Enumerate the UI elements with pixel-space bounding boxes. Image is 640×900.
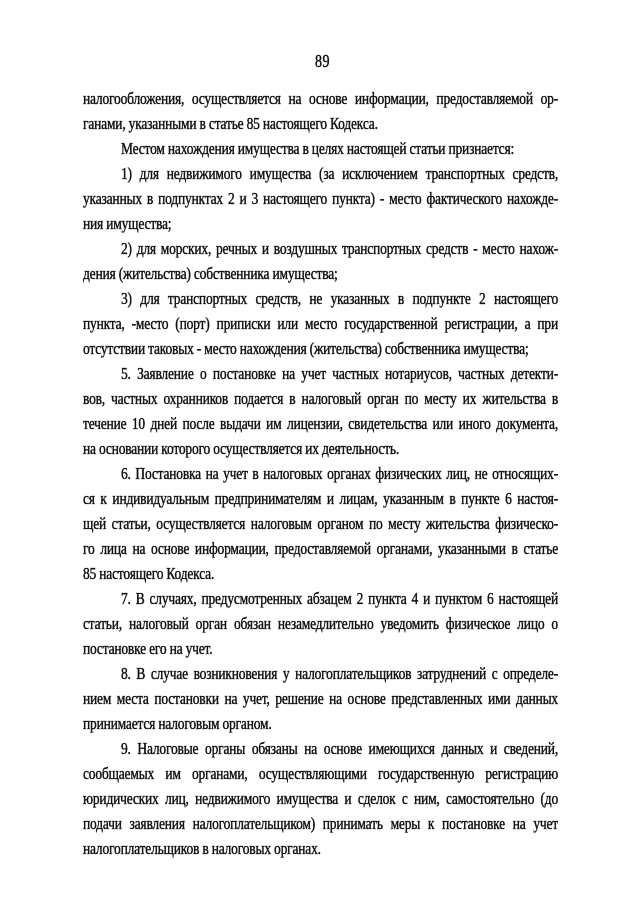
text-line: 3) для транспортных средств, не указанных в подпункте 2 настоящего [121, 289, 558, 308]
text-line: вов, частных охранников подается в налоговый орган по месту их жительства в [83, 389, 558, 408]
text-line: на основании которого осуществляется их деятельность. [83, 439, 400, 458]
text-line: ния имущества; [83, 214, 172, 233]
text-line: 5. Заявление о постановке на учет частных нотариусов, частных детекти- [121, 364, 558, 383]
text-line: 9. Налоговые органы обязаны на основе имеющихся данных и сведений, [121, 739, 558, 758]
text-line: дения (жительства) собственника имущества; [83, 264, 338, 283]
text-line: ся к индивидуальным предпринимателям и лицам, указанным в пункте 6 настоя- [83, 489, 558, 508]
text-line: 7. В случаях, предусмотренных абзацем 2 пункта 4 и пунктом 6 настоящей [121, 589, 558, 608]
text-line: отсутствии таковых - место нахождения (жительства) собственника имущества; [83, 339, 529, 358]
text-line: го лица на основе информации, предоставляемой органами, указанными в статье [83, 539, 558, 558]
text-line: статьи, налоговый орган обязан незамедлительно уведомить физическое лицо о [83, 614, 558, 633]
text-line: налогообложения, осуществляется на основе информации, предоставляемой ор- [83, 89, 558, 108]
text-line: 6. Постановка на учет в налоговых органах физических лиц, не относящих- [121, 464, 558, 483]
text-line: сообщаемых им органами, осуществляющими государственную регистрацию [83, 764, 558, 783]
text-line: 1) для недвижимого имущества (за исключением транспортных средств, [121, 164, 558, 183]
document-text-block [83, 86, 558, 861]
page-number: 89 [315, 52, 330, 72]
text-line: Местом нахождения имущества в целях настоящей статьи признается: [121, 139, 515, 158]
text-line: течение 10 дней после выдачи им лицензии, свидетельства или иного документа, [83, 414, 558, 433]
text-line: подачи заявления налогоплательщиком) принимать меры к постановке на учет [83, 814, 558, 833]
text-line: 85 настоящего Кодекса. [83, 564, 215, 583]
text-line: принимается налоговым органом. [83, 714, 272, 733]
text-line: налогоплательщиков в налоговых органах. [83, 839, 321, 858]
text-line: ганами, указанными в статье 85 настоящего Кодекса. [83, 114, 378, 133]
text-line: пункта, -место (порт) приписки или место государственной регистрации, а при [83, 314, 558, 333]
text-line: щей статьи, осуществляется налоговым органом по месту жительства физическо- [83, 514, 558, 533]
text-line: постановке его на учет. [83, 639, 213, 658]
text-line: 8. В случае возникновения у налогоплательщиков затруднений с определе- [121, 664, 558, 683]
text-line: юридических лиц, недвижимого имущества и сделок с ним, самостоятельно (до [83, 789, 558, 808]
text-line: 2) для морских, речных и воздушных транспортных средств - место нахож- [121, 239, 558, 258]
text-line: нием места постановки на учет, решение на основе представленных ими данных [83, 689, 558, 708]
text-line: указанных в подпунктах 2 и 3 настоящего пункта) - место фактического нахожде- [83, 189, 558, 208]
